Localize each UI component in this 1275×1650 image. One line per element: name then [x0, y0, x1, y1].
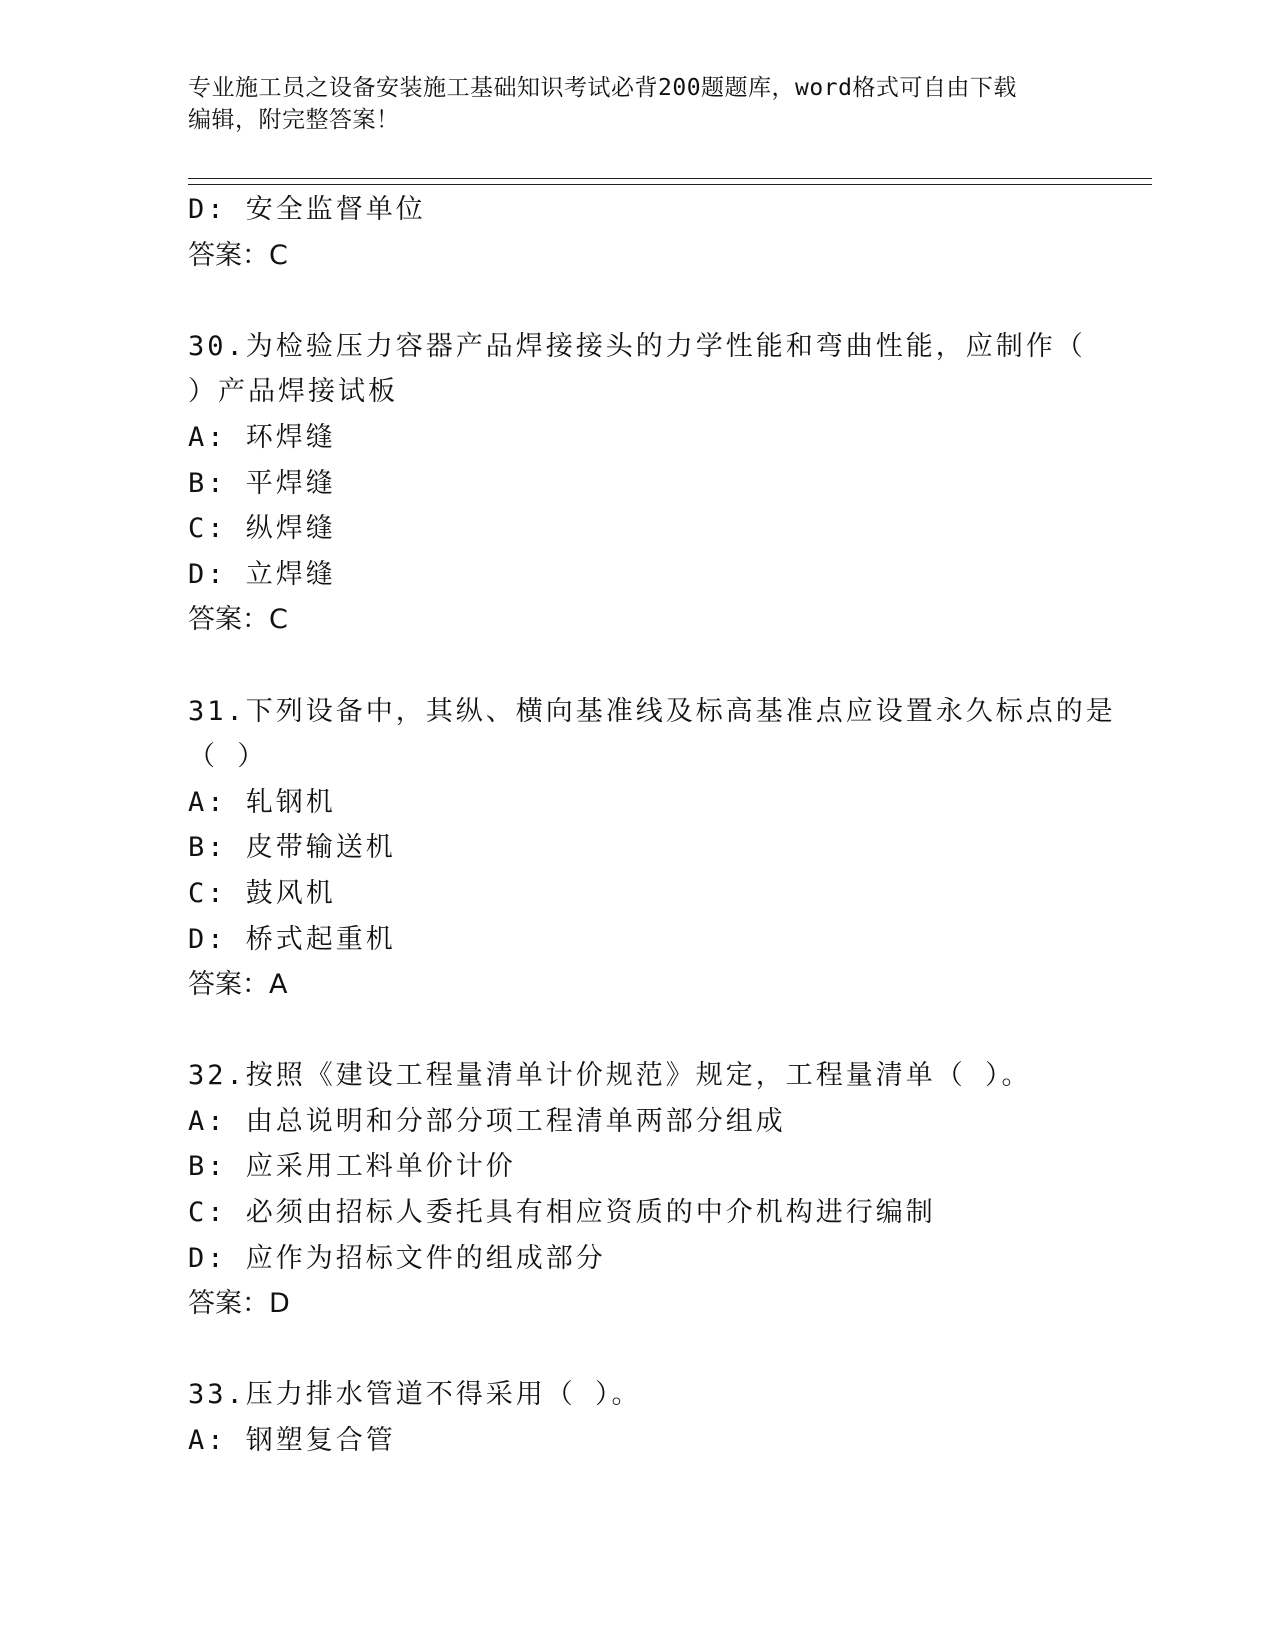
question-30-option-a: A: 环焊缝 — [188, 421, 336, 453]
question-31-option-b: B: 皮带输送机 — [188, 832, 396, 864]
spacer — [188, 643, 1148, 689]
question-31-option-d: D: 桥式起重机 — [188, 923, 396, 955]
spacer — [188, 278, 1148, 324]
question-31-answer: 答案：A — [188, 969, 288, 1001]
question-list — [188, 187, 1148, 1464]
question-29-answer: 答案：C — [188, 239, 288, 271]
question-32-stem-line-1: 32.按照《建设工程量清单计价规范》规定，工程量清单（ ）。 — [188, 1060, 1032, 1092]
question-32-answer: 答案：D — [188, 1288, 290, 1320]
question-32-option-c: C: 必须由招标人委托具有相应资质的中介机构进行编制 — [188, 1197, 936, 1229]
question-31-stem-line-2: （ ） — [188, 741, 268, 773]
question-30 — [188, 324, 1148, 643]
header-title-line-1: 专业施工员之设备安装施工基础知识考试必背200题题库，word格式可自由下载 — [188, 75, 1017, 101]
question-30-stem-line-1: 30.为检验压力容器产品焊接接头的力学性能和弯曲性能，应制作（ — [188, 330, 1086, 362]
header-rule-bottom — [188, 184, 1152, 185]
question-30-stem-line-2: ）产品焊接试板 — [188, 376, 398, 408]
question-31-option-c: C: 鼓风机 — [188, 877, 336, 909]
header-rule-top — [188, 178, 1152, 179]
question-30-option-b: B: 平焊缝 — [188, 467, 336, 499]
question-33 — [188, 1372, 1148, 1463]
question-29-option-d: D: 安全监督单位 — [188, 194, 426, 225]
question-32-option-a: A: 由总说明和分部分项工程清单两部分组成 — [188, 1105, 786, 1137]
header-title-line-2: 编辑，附完整答案！ — [188, 107, 400, 133]
question-32-option-b: B: 应采用工料单价计价 — [188, 1151, 516, 1183]
question-32 — [188, 1053, 1148, 1327]
question-31-option-a: A: 轧钢机 — [188, 786, 336, 818]
question-33-stem-line-1: 33.压力排水管道不得采用（ ）。 — [188, 1379, 642, 1411]
question-30-option-c: C: 纵焊缝 — [188, 513, 336, 545]
question-31 — [188, 689, 1148, 1008]
spacer — [188, 1327, 1148, 1373]
question-29 — [188, 187, 1148, 278]
question-30-option-d: D: 立焊缝 — [188, 558, 336, 590]
question-31-stem-line-1: 31.下列设备中，其纵、横向基准线及标高基准点应设置永久标点的是 — [188, 695, 1116, 727]
spacer — [188, 1008, 1148, 1054]
question-30-answer: 答案：C — [188, 604, 288, 636]
question-32-option-d: D: 应作为招标文件的组成部分 — [188, 1242, 606, 1274]
question-33-option-a: A: 钢塑复合管 — [188, 1425, 396, 1457]
document-header — [188, 72, 1088, 136]
